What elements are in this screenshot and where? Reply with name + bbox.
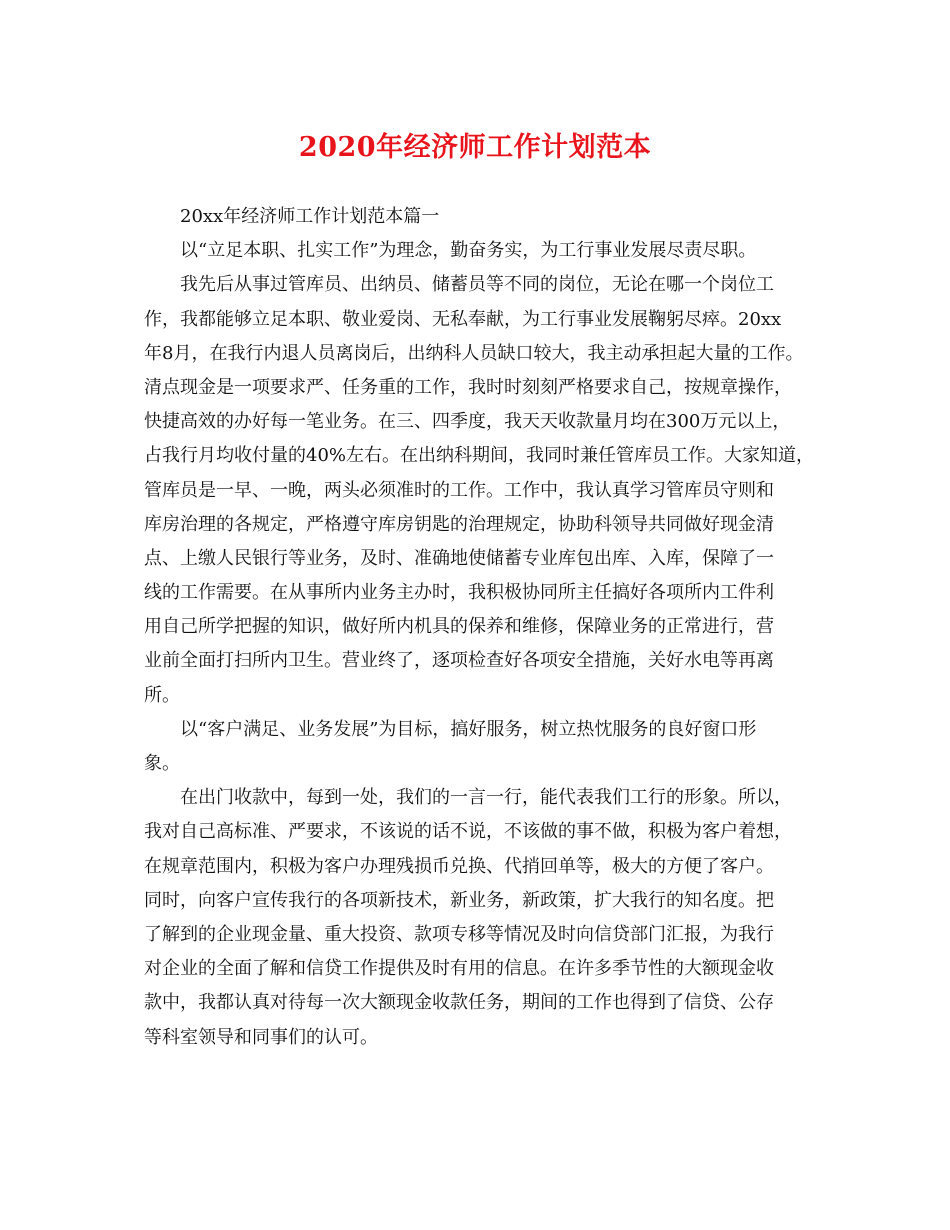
body-line: 在规章范围内，积极为客户办理残损币兑换、代捎回单等，极大的方便了客户。: [144, 855, 774, 877]
body-line: 20xx年经济师工作计划范本篇一: [180, 206, 440, 227]
body-line: 我先后从事过管库员、出纳员、储蓄员等不同的岗位，无论在哪一个岗位工: [180, 274, 774, 296]
body-line: 管库员是一早、一晚，两头必须准时的工作。工作中，我认真学习管库员守则和: [144, 479, 774, 501]
body-line: 同时，向客户宣传我行的各项新技术，新业务，新政策，扩大我行的知名度。把: [144, 889, 774, 911]
body-line: 库房治理的各规定，严格遵守库房钥匙的治理规定，协助科领导共同做好现金清: [144, 513, 774, 535]
body-line: 快捷高效的办好每一笔业务。在三、四季度，我天天收款量月均在300万元以上，: [144, 411, 791, 433]
body-line: 占我行月均收付量的40%左右。在出纳科期间，我同时兼任管库员工作。大家知道，: [144, 445, 815, 467]
body-line: 年8月，在我行内退人员离岗后，出纳科人员缺口较大，我主动承担起大量的工作。: [144, 342, 804, 364]
body-line: 线的工作需要。在从事所内业务主办时，我积极协同所主任搞好各项所内工件利: [144, 582, 774, 604]
body-line: 点、上缴人民银行等业务，及时、准确地使储蓄专业库包出库、入库，保障了一: [144, 547, 774, 569]
body-line: 等科室领导和同事们的认可。: [144, 1026, 378, 1048]
body-line: 用自己所学把握的知识，做好所内机具的保养和维修，保障业务的正常进行，营: [144, 616, 774, 638]
document-body: [144, 200, 834, 1055]
document-title: 2020年经济师工作计划范本: [298, 132, 652, 163]
body-line: 了解到的企业现金量、重大投资、款项专移等情况及时向信贷部门汇报，为我行: [144, 923, 774, 945]
body-line: 作，我都能够立足本职、敬业爱岗、无私奉献，为工行事业发展鞠躬尽瘁。20xx: [144, 308, 782, 330]
body-line: 清点现金是一项要求严、任务重的工作，我时时刻刻严格要求自己，按规章操作，: [144, 376, 792, 398]
body-line: 所。: [144, 684, 180, 706]
body-line: 在出门收款中，每到一处，我们的一言一行，能代表我们工行的形象。所以，: [180, 787, 792, 809]
body-line: 象。: [144, 753, 180, 774]
body-line: 以“客户满足、业务发展”为目标，搞好服务，树立热忱服务的良好窗口形: [180, 718, 757, 740]
body-line: 以“立足本职、扎实工作”为理念，勤奋务实，为工行事业发展尽责尽职。: [180, 240, 757, 262]
body-line: 我对自己高标准、严要求，不该说的话不说，不该做的事不做，积极为客户着想，: [144, 821, 792, 843]
body-line: 款中，我都认真对待每一次大额现金收款任务，期间的工作也得到了信贷、公存: [144, 992, 774, 1014]
body-line: 对企业的全面了解和信贷工作提供及时有用的信息。在许多季节性的大额现金收: [144, 958, 774, 980]
body-line: 业前全面打扫所内卫生。营业终了，逐项检查好各项安全措施，关好水电等再离: [144, 650, 774, 672]
